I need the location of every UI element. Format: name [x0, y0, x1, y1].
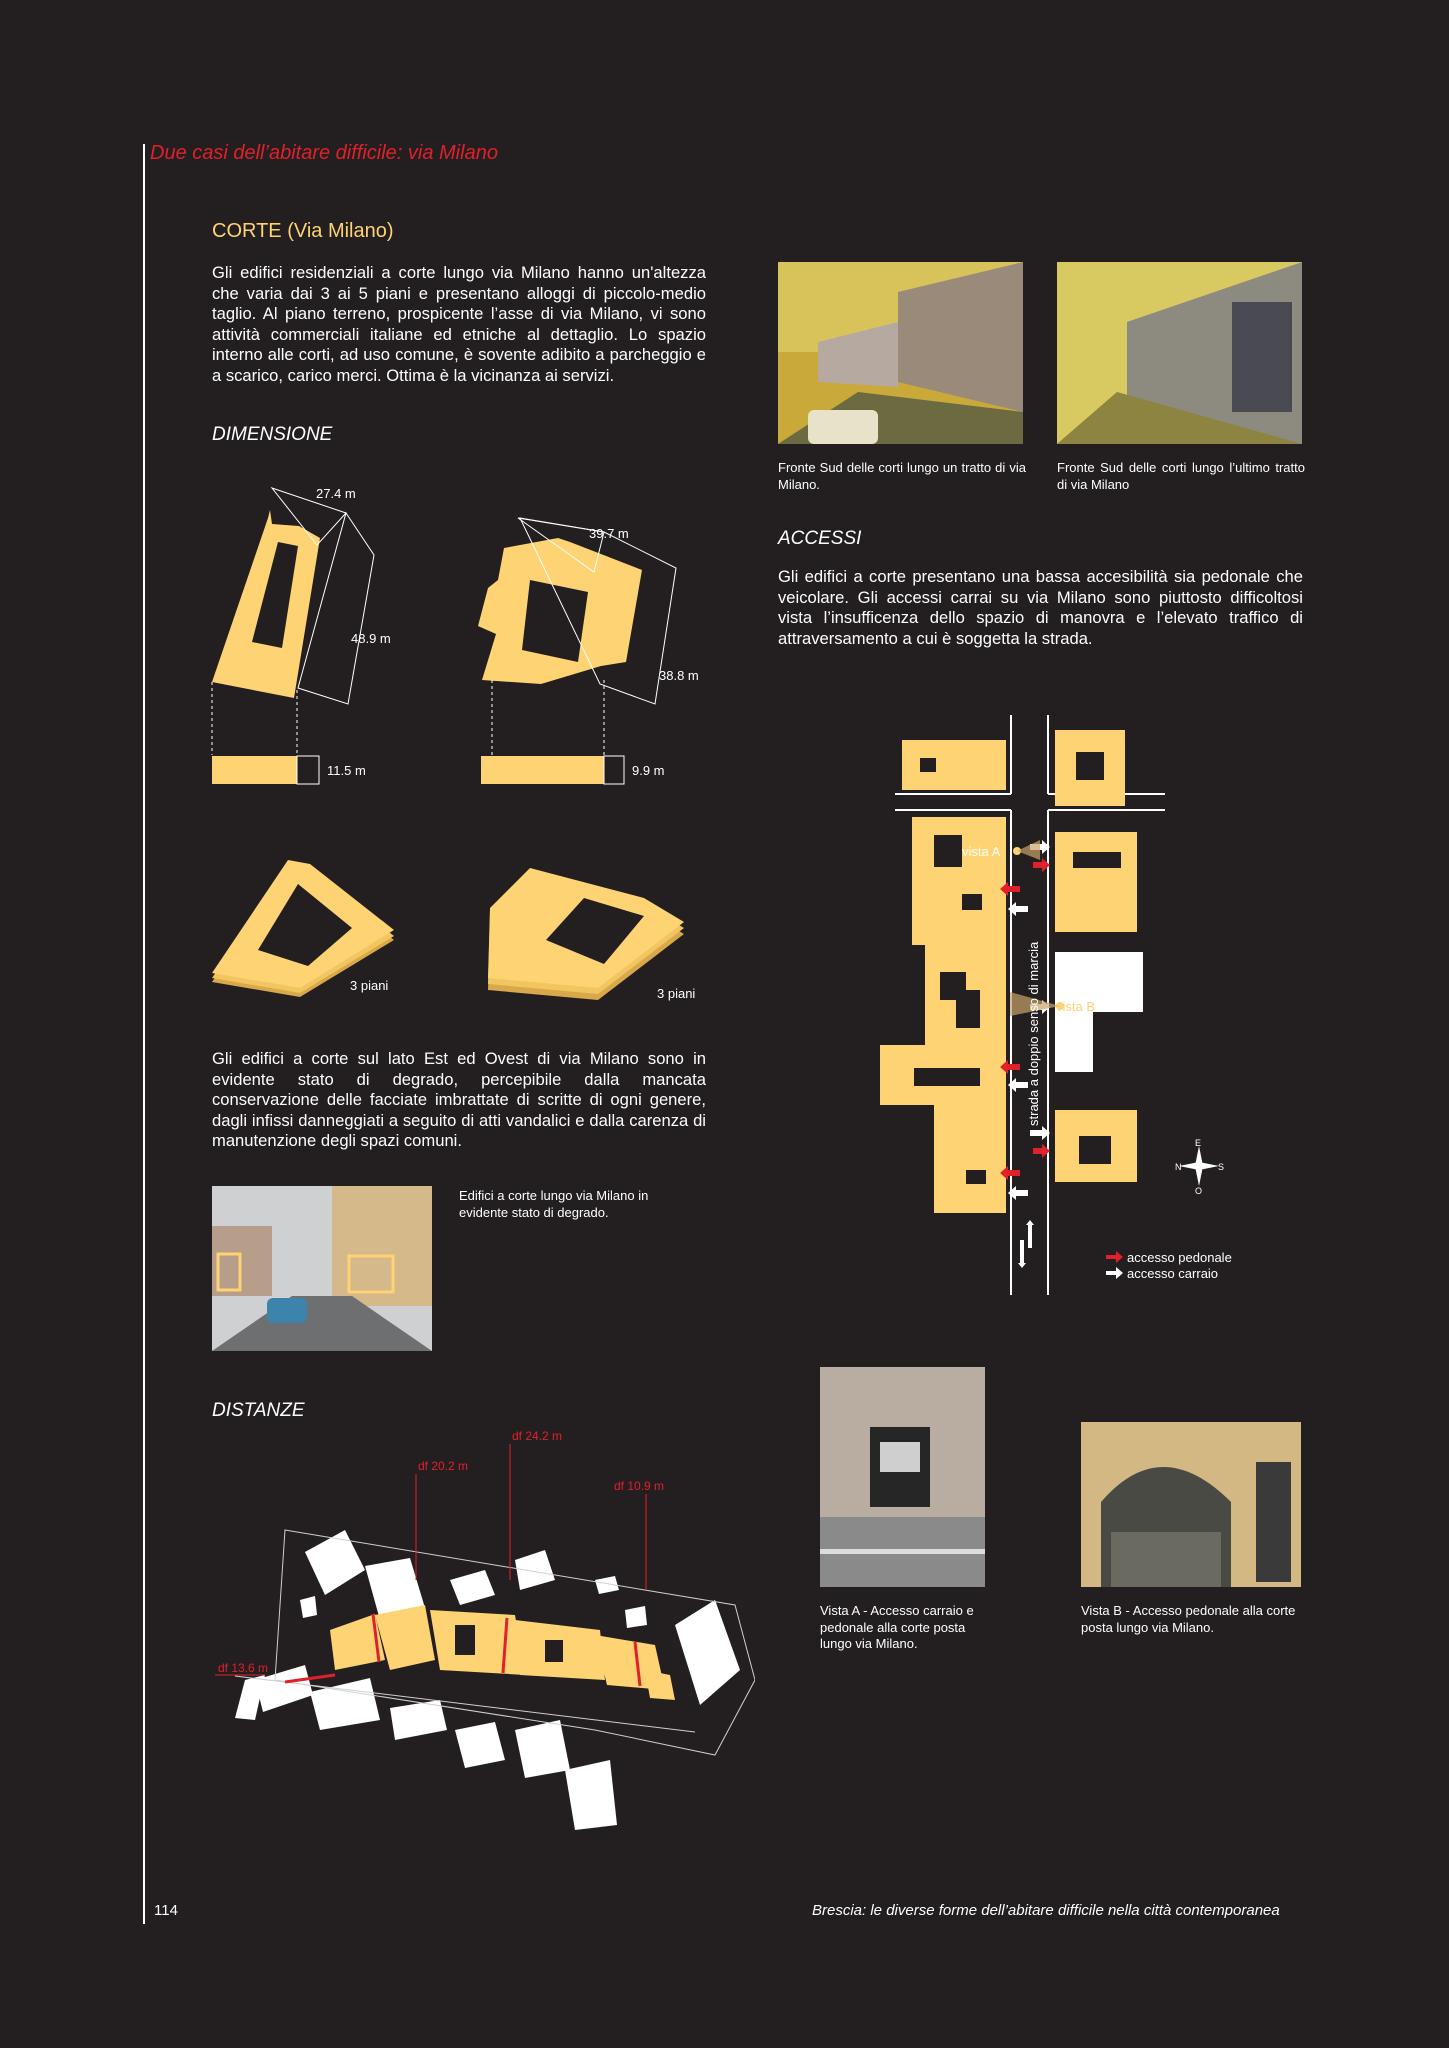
vista-b-label: vista B	[1056, 999, 1096, 1014]
map-legend	[1106, 1250, 1232, 1281]
left-width-label: 27.4 m	[316, 486, 356, 501]
footer-title: Brescia: le diverse forme dell’abitare difficile nella città contemporanea	[812, 1902, 1280, 1919]
photo-vista-b	[1081, 1422, 1301, 1587]
df-label-1: df 20.2 m	[418, 1459, 469, 1473]
compass-icon	[1175, 1138, 1224, 1196]
left-length-label: 48.9 m	[351, 631, 391, 646]
degrado-caption: Edifici a corte lungo via Milano in evidente stato di degrado.	[459, 1188, 649, 1220]
corte-title: CORTE (Via Milano)	[212, 220, 394, 242]
df-label-2: df 24.2 m	[512, 1430, 563, 1443]
svg-text:S: S	[1218, 1162, 1225, 1172]
df-label-4: df 13.6 m	[218, 1661, 269, 1675]
accessi-map	[880, 710, 1240, 1300]
left-building-plan	[212, 488, 374, 784]
right-building-plan	[478, 518, 676, 784]
svg-text:O: O	[1195, 1186, 1203, 1196]
caption-fronte-sud-2: Fronte Sud delle corti lungo l’ultimo tratto di via Milano	[1057, 460, 1305, 492]
corte-intro: Gli edifici residenziali a corte lungo via Milano hanno un'altezza che varia dai 3 ai 5 piani e presentano alloggi di piccolo-medio taglio. Al piano terreno, prospicente l’asse di via Milano, vi sono attività commerciali italiane ed etniche al dettaglio. Lo spazio interno alle corti, ad uso comune, è sovente adibito a parcheggio e a scarico, carico merci. Ottima è la vicinanza ai servizi.	[212, 263, 706, 385]
left-depth-label: 11.5 m	[327, 763, 366, 778]
legend-pedonale: accesso pedonale	[1127, 1250, 1232, 1265]
street-label: strada a doppio senso di marcia	[1026, 941, 1041, 1126]
photo-fronte-sud-2	[1057, 262, 1302, 444]
distanze-map	[215, 1430, 755, 1840]
dimension-diagrams	[200, 470, 720, 1020]
caption-vista-a: Vista A - Accesso carraio e pedonale alla corte posta lungo via Milano.	[820, 1603, 974, 1651]
accessi-title: ACCESSI	[778, 528, 862, 549]
photo-fronte-sud-1	[778, 262, 1023, 444]
access-arrows	[1000, 840, 1050, 1268]
page-number: 114	[154, 1902, 178, 1919]
right-length-label: 38.8 m	[659, 668, 699, 683]
right-floors-label: 3 piani	[657, 986, 696, 1001]
photo-vista-a	[820, 1367, 985, 1587]
distanze-title: DISTANZE	[212, 1400, 305, 1421]
legend-carraio: accesso carraio	[1127, 1266, 1219, 1281]
caption-fronte-sud-1: Fronte Sud delle corti lungo un tratto di via Milano.	[778, 460, 1026, 492]
left-floors-label: 3 piani	[350, 978, 389, 993]
left-isometric	[212, 860, 394, 997]
right-depth-label: 9.9 m	[632, 763, 665, 778]
dimensione-title: DIMENSIONE	[212, 424, 333, 445]
right-isometric	[488, 868, 684, 1000]
vista-a-label: vista A	[962, 844, 1001, 859]
svg-text:N: N	[1175, 1162, 1182, 1172]
degrado-photo	[212, 1186, 432, 1351]
degrado-text: Gli edifici a corte sul lato Est ed Ovest di via Milano sono in evidente stato di degrado, percepibile dalla mancata conservazione delle facciate imbrattate di scritte di ogni genere, dagli infissi danneggiati a seguito di atti vandalici e dalla carenza di manutenzione degli spazi comuni.	[212, 1049, 706, 1150]
df-label-3: df 10.9 m	[614, 1479, 665, 1493]
svg-text:E: E	[1195, 1138, 1202, 1148]
right-width-label: 39.7 m	[589, 526, 629, 541]
section-header: Due casi dell’abitare difficile: via Milano	[150, 142, 498, 164]
caption-vista-b: Vista B - Accesso pedonale alla corte posta lungo via Milano.	[1081, 1603, 1296, 1635]
accessi-text: Gli edifici a corte presentano una bassa accesibilità sia pedonale che veicolare. Gli accessi carrai su via Milano sono piuttosto difficoltosi vista l’insufficenza dello spazio di manovra e l’elevato traffico di attraversamento a cui è soggetta la strada.	[778, 567, 1303, 648]
distanze-courtyards	[330, 1605, 675, 1700]
margin-rule	[143, 144, 145, 1924]
